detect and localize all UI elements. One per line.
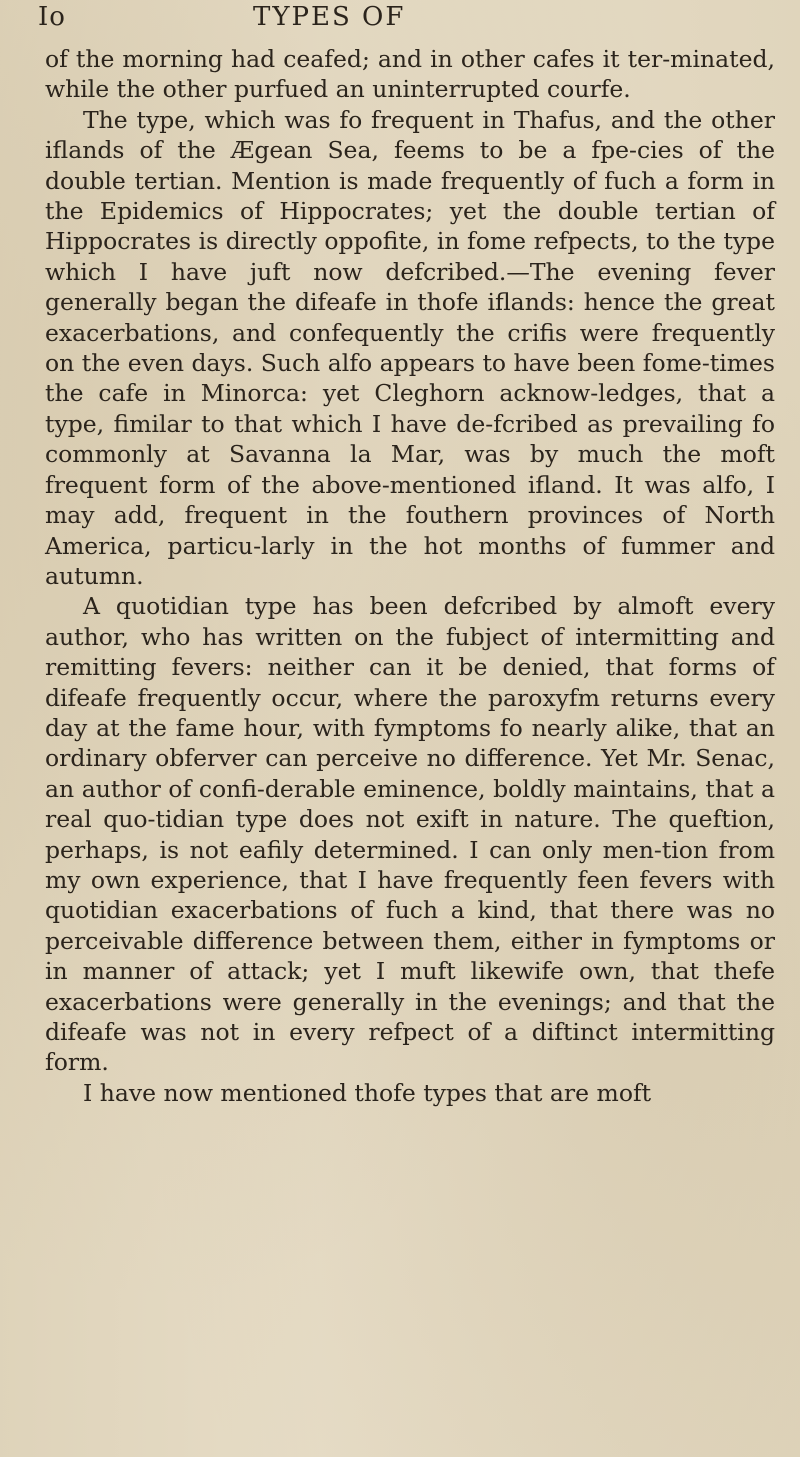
running-title: TYPES OF [253, 2, 406, 32]
body-text [45, 44, 775, 1108]
paragraph-closing: I have now mentioned thofe types that are moft [83, 1078, 652, 1107]
page-number: Io [38, 2, 66, 32]
paragraph-thafus-type: The type, which was fo frequent in Thafus, and the other iflands of the Ægean Sea, feems to be a fpe-cies of the double tertian. Mention is made frequently of fuch a form in the Epidemics of Hippocrates; yet the double tertian of Hippocrates is directly oppofite, in fome refpects, to the type which I have juft now defcribed.—The evening fever generally began the difeafe in thofe iflands: hence the great exacerbations, and confequently the crifis were frequently on the even days. Such alfo appears to have been fome-times the cafe in Minorca: yet Cleghorn acknow-ledges, that a type, fimilar to that which I have de-fcribed as prevailing fo commonly at Savanna la Mar, was by much the moft frequent form of the above-mentioned ifland. It was alfo, I may add, frequent in the fouthern provinces of North America, particu-larly in the hot months of fummer and autumn. [45, 105, 775, 590]
paragraph-continuation: of the morning had ceafed; and in other cafes it ter-minated, while the other purfued an uninterrupted courfe. [45, 45, 775, 104]
running-head [38, 2, 778, 42]
paragraph-quotidian-type: A quotidian type has been defcribed by almoft every author, who has written on the fubject of intermitting and remitting fevers: neither can it be denied, that forms of difeafe frequently occur, where the paroxyfm returns every day at the fame hour, with fymptoms fo nearly alike, that an ordinary obferver can perceive no difference. Yet Mr. Senac, an author of confi-derable eminence, boldly maintains, that a real quo-tidian type does not exift in nature. The queftion, perhaps, is not eafily determined. I can only men-tion from my own experience, that I have frequently feen fevers with quotidian exacerbations of fuch a kind, that there was no perceivable difference between them, either in fymptoms or in manner of attack; yet I muft likewife own, that thefe exacerbations were generally in the evenings; and that the difeafe was not in every refpect of a diftinct intermitting form. [45, 592, 775, 1077]
